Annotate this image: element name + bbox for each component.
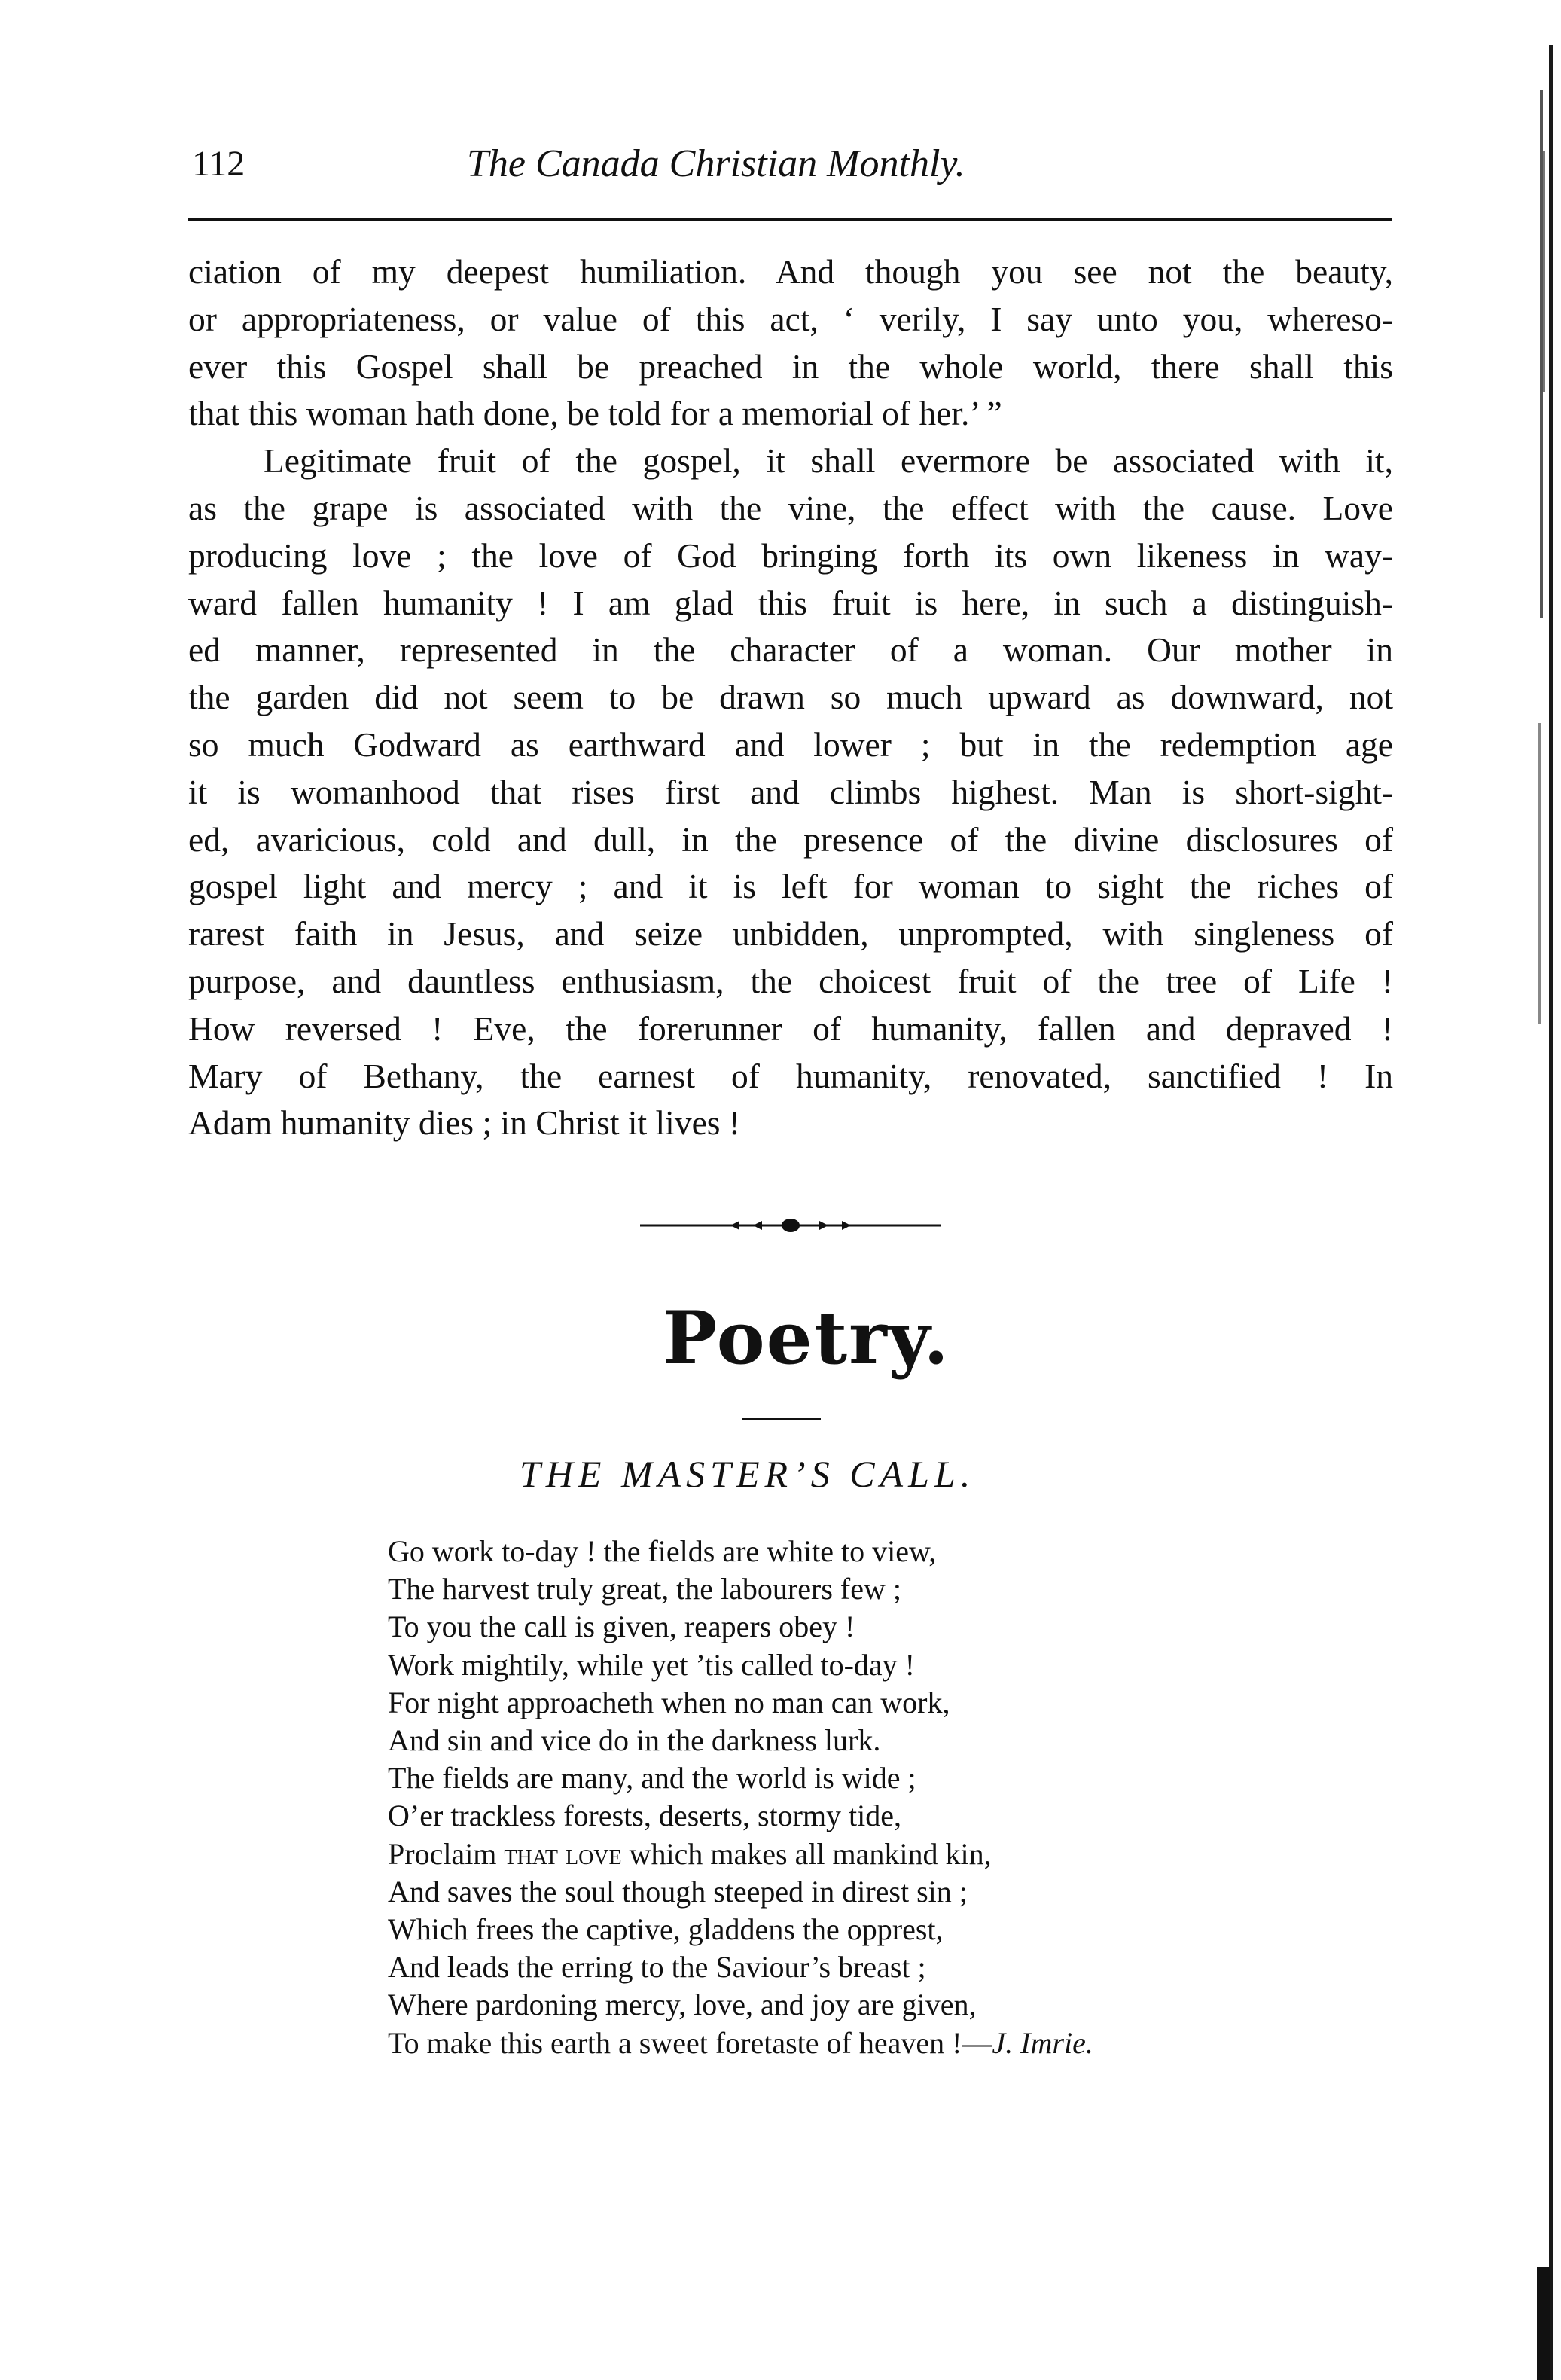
poem-line-text: To make this earth a sweet foretaste of heaven !— [388,2025,992,2060]
prose-line: Legitimate fruit of the gospel, it shall evermore be associated with it, [264,441,1393,481]
poem-line: And leads the erring to the Saviour’s breast ; [388,1950,926,1985]
page-number: 112 [192,144,245,184]
binding-edge-shadow [1532,45,1559,2380]
prose-line: ed manner, represented in the character of a woman. Our mother in [188,630,1393,670]
poem-line-text: Proclaim [388,1836,505,1871]
prose-line: gospel light and mercy ; and it is left for woman to sight the riches of [188,867,1393,906]
poem-line: Go work to-day ! the fields are white to view, [388,1534,937,1568]
prose-line: ed, avaricious, cold and dull, in the presence of the divine disclosures of [188,819,1393,859]
poem-line: The harvest truly great, the labourers few ; [388,1572,901,1606]
prose-line: ever this Gospel shall be preached in the whole world, there shall this [188,346,1393,386]
prose-line: How reversed ! Eve, the forerunner of humanity, fallen and depraved ! [188,1008,1393,1048]
poem-body [388,1533,1093,2062]
poem-attribution: J. Imrie. [992,2025,1093,2060]
poem-line: The fields are many, and the world is wide ; [388,1761,916,1796]
running-title: The Canada Christian Monthly. [467,142,965,185]
poem-title: THE MASTER’S CALL. [520,1453,976,1495]
prose-line: or appropriateness, or value of this act, ‘ verily, I say unto you, whereso- [188,299,1393,338]
poem-line: To you the call is given, reapers obey ! [388,1610,855,1644]
small-caps-phrase: that love [504,1836,622,1871]
prose-line: ciation of my deepest humiliation. And though you see not the beauty, [188,252,1393,291]
prose-line: Mary of Bethany, the earnest of humanity, renovated, sanctified ! In [188,1056,1393,1095]
prose-line: it is womanhood that rises first and climbs highest. Man is short-sight- [188,772,1393,811]
prose-line: purpose, and dauntless enthusiasm, the choicest fruit of the tree of Life ! [188,961,1393,1000]
section-rule [742,1418,821,1420]
poem-line: Where pardoning mercy, love, and joy are given, [388,1988,977,2022]
section-heading: Poetry. [663,1295,950,1381]
poem-line: O’er trackless forests, deserts, stormy tide, [388,1799,902,1833]
prose-line: Adam humanity dies ; in Christ it lives ! [188,1103,740,1143]
poem-line: Work mightily, while yet ’tis called to-day ! [388,1647,915,1682]
poem-line: Which frees the captive, gladdens the opprest, [388,1912,944,1947]
prose-line: so much Godward as earthward and lower ; but in the redemption age [188,725,1393,764]
poem-line: And sin and vice do in the darkness lurk. [388,1723,881,1758]
prose-line: the garden did not seem to be drawn so much upward as downward, not [188,678,1393,717]
prose-line: as the grape is associated with the vine, the effect with the cause. Love [188,488,1393,527]
poem-line [388,1835,1093,1873]
poem-line [388,2025,1093,2062]
section-ornament [640,1214,941,1237]
header-rule [188,218,1392,221]
poem-line-text: which makes all mankind kin, [621,1836,992,1871]
prose-line: that this woman hath done, be told for a memorial of her.’ ” [188,394,1002,433]
prose-body [188,249,1393,1147]
prose-line: producing love ; the love of God bringing forth its own likeness in way- [188,536,1393,575]
prose-line: rarest faith in Jesus, and seize unbidden, unprompted, with singleness of [188,914,1393,954]
poem-line: For night approacheth when no man can work, [388,1685,950,1719]
poem-line: And saves the soul though steeped in direst sin ; [388,1874,968,1909]
prose-line: ward fallen humanity ! I am glad this fruit is here, in such a distinguish- [188,583,1393,622]
